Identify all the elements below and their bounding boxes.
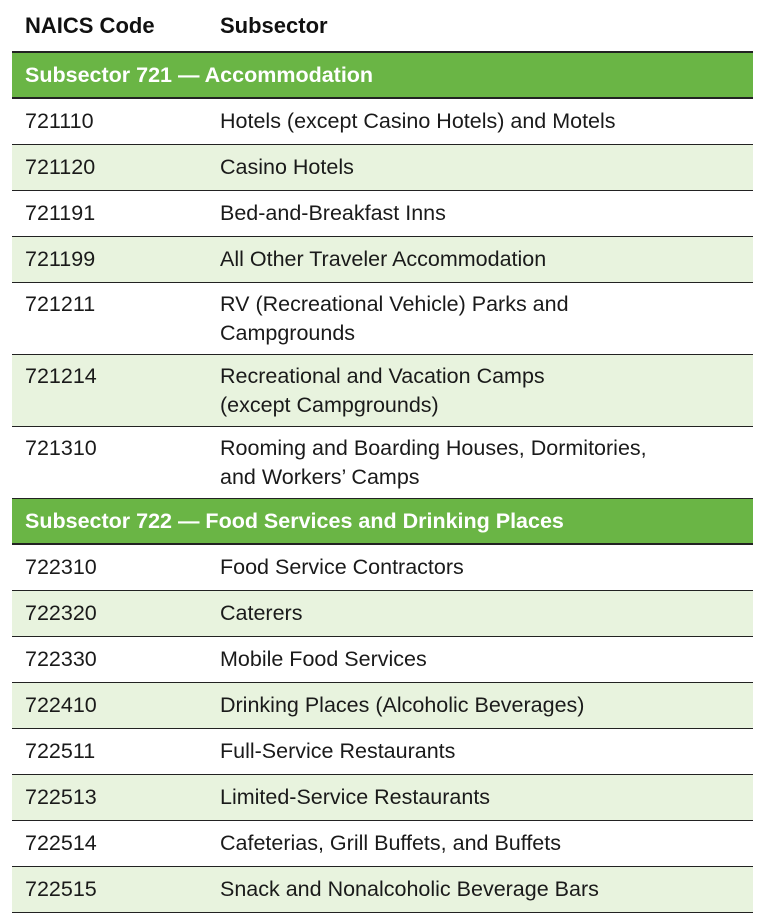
table-row — [12, 729, 753, 775]
subsector-name-cell — [220, 199, 753, 228]
table-row — [12, 283, 753, 355]
subsector-name-line: Campgrounds — [220, 321, 356, 345]
subsector-name-cell — [220, 599, 753, 628]
subsector-name-line: and Workers’ Camps — [220, 465, 420, 489]
naics-code-cell: 721110 — [25, 109, 94, 133]
naics-code-cell: 721211 — [25, 292, 96, 316]
subsector-name-line: Food Service Contractors — [220, 555, 464, 579]
naics-code-cell: 722320 — [25, 601, 97, 625]
subsector-name-line: Limited-Service Restaurants — [220, 785, 491, 809]
table-row — [12, 775, 753, 821]
subsector-name-cell — [220, 245, 753, 274]
naics-code-cell: 721310 — [25, 436, 97, 460]
header-subsector: Subsector — [220, 12, 328, 38]
naics-code-cell: 722410 — [25, 693, 97, 717]
subsector-name-line: Full-Service Restaurants — [220, 739, 456, 763]
subsector-name-line: Recreational and Vacation Camps — [220, 364, 545, 388]
subsector-name-cell — [220, 153, 753, 182]
subsector-name-cell — [220, 645, 753, 674]
subsector-name-cell — [220, 107, 753, 136]
subsector-name-cell — [220, 362, 753, 420]
table-row — [12, 637, 753, 683]
naics-code-cell: 722511 — [25, 739, 96, 763]
table-row — [12, 821, 753, 867]
naics-code-cell: 721199 — [25, 247, 96, 271]
subsector-name-line: RV (Recreational Vehicle) Parks and — [220, 292, 569, 316]
naics-code-cell: 722514 — [25, 831, 97, 855]
naics-code-cell: 721191 — [25, 201, 96, 225]
table-row — [12, 591, 753, 637]
subsector-name-line: Mobile Food Services — [220, 647, 427, 671]
subsector-name-cell — [220, 829, 753, 858]
naics-code-cell: 722310 — [25, 555, 97, 579]
table-row — [12, 355, 753, 427]
naics-code-cell: 722515 — [25, 877, 97, 901]
subsector-name-line: Caterers — [220, 601, 303, 625]
table-row — [12, 145, 753, 191]
subsector-name-line: Hotels (except Casino Hotels) and Motels — [220, 109, 616, 133]
subsector-name-line: Rooming and Boarding Houses, Dormitories, — [220, 436, 647, 460]
table-row — [12, 427, 753, 499]
subsector-name-line: All Other Traveler Accommodation — [220, 247, 547, 271]
table-row — [12, 237, 753, 283]
table-row — [12, 191, 753, 237]
subsector-name-line: (except Campgrounds) — [220, 393, 439, 417]
naics-code-cell: 722513 — [25, 785, 97, 809]
subsector-name-cell — [220, 290, 753, 348]
table-row — [12, 867, 753, 913]
naics-code-cell: 721214 — [25, 364, 97, 388]
subsector-name-line: Casino Hotels — [220, 155, 354, 179]
subsector-name-line: Cafeterias, Grill Buffets, and Buffets — [220, 831, 561, 855]
table-row — [12, 683, 753, 729]
subsector-name-line: Snack and Nonalcoholic Beverage Bars — [220, 877, 599, 901]
subsector-name-cell — [220, 737, 753, 766]
naics-table — [12, 0, 753, 913]
section-header: Subsector 722 — Food Services and Drinking Places — [12, 499, 753, 545]
table-body — [12, 53, 753, 913]
subsector-name-line: Drinking Places (Alcoholic Beverages) — [220, 693, 585, 717]
table-header — [12, 0, 753, 53]
table-row — [12, 545, 753, 591]
subsector-name-cell — [220, 783, 753, 812]
subsector-name-cell — [220, 691, 753, 720]
subsector-name-cell — [220, 875, 753, 904]
section-header: Subsector 721 — Accommodation — [12, 53, 753, 99]
header-naics-code: NAICS Code — [25, 12, 155, 38]
subsector-name-line: Bed-and-Breakfast Inns — [220, 201, 446, 225]
subsector-name-cell — [220, 434, 753, 492]
naics-code-cell: 721120 — [25, 155, 96, 179]
subsector-name-cell — [220, 553, 753, 582]
table-row — [12, 99, 753, 145]
naics-code-cell: 722330 — [25, 647, 97, 671]
